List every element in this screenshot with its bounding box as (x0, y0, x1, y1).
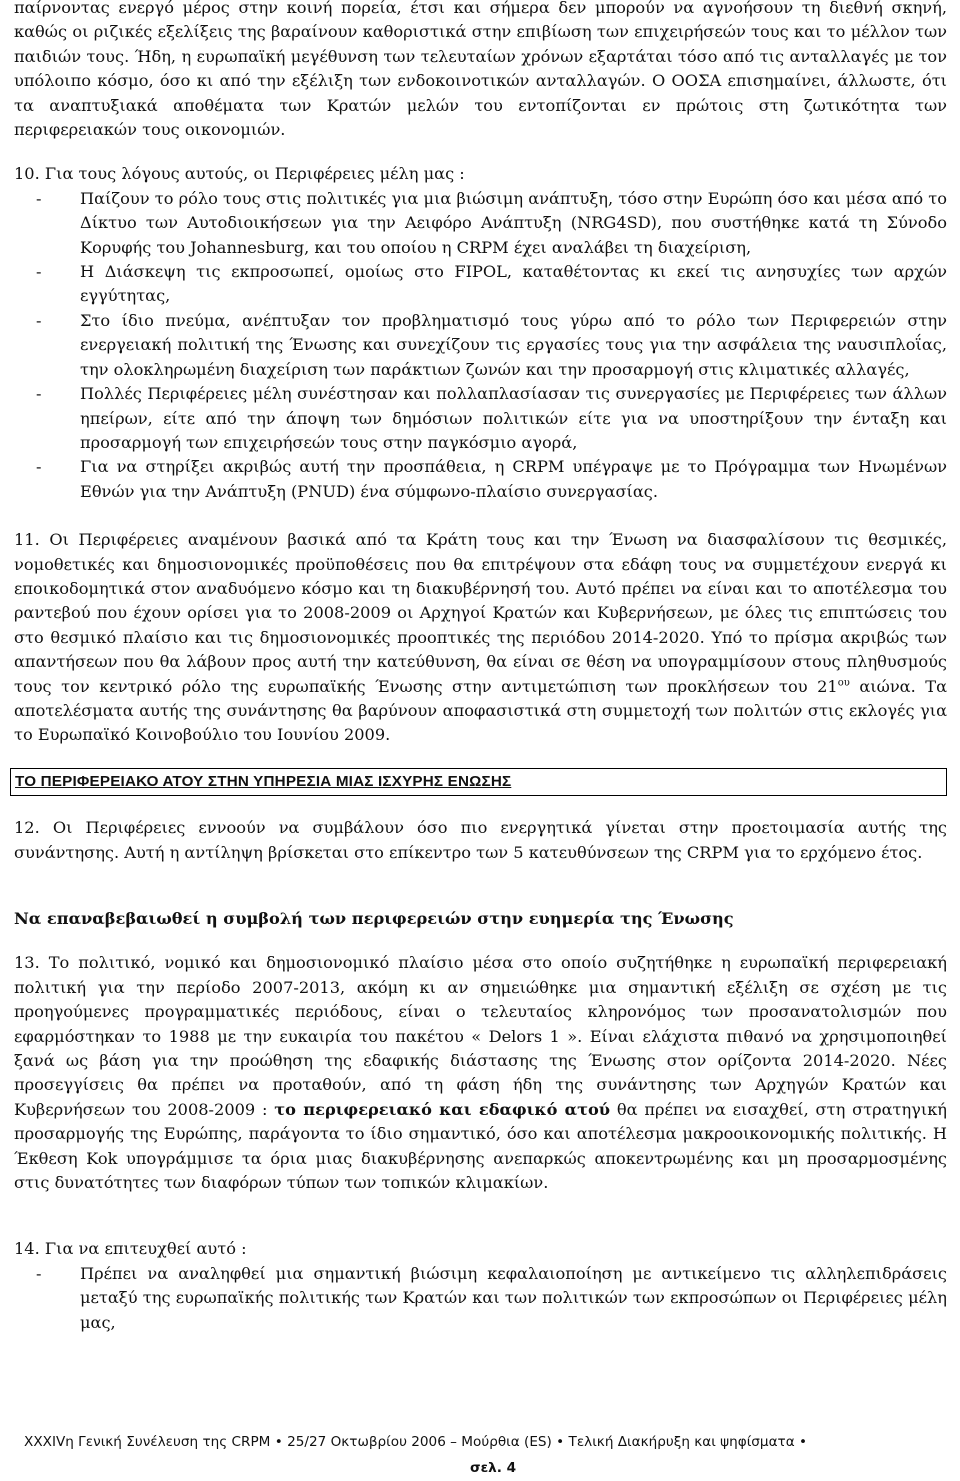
superscript: ου (837, 677, 850, 689)
page-footer: XXXIVη Γενική Συνέλευση της CRPM • 25/27 Οκτωβρίου 2006 – Μούρθια (ES) • Τελική Διακήρυξη και ψηφίσματα • (24, 1434, 808, 1450)
paragraph-number: 10. (14, 164, 40, 184)
intro-paragraph: παίρνοντας ενεργό μέρος στην κοινή πορεία, έτσι και σήμερα δεν μπορούν να αγνοήσουν τη διεθνή σκηνή, καθώς οι ριζικές εξελίξεις της βαραίνουν καθοριστικά στην επιβίωση των επιχειρήσεών τους και το μέλλον των παιδιών τους. Ήδη, η ευρωπαϊκή μεγέθυνση των τελευταίων χρόνων εξαρτάται τόσο από τις ανταλλαγές με τον υπόλοιπο κόσμο, όσο κι από την εξέλιξη των ενδοκοινοτικών ανταλλαγών. Ο ΟΟΣΑ επισημαίνει, άλλωστε, ότι τα αναπτυξιακά αποθέματα των Κρατών μελών του εντοπίζονται εν πρώτοις στη ζωτικότητα των περιφερειακών τους οικονομιών. (14, 0, 947, 140)
list-item: - Η Διάσκεψη τις εκπροσωπεί, ομοίως στο FIPOL, καταθέτοντας κι εκεί τις ανησυχίες των αρχών εγγύτητας, (36, 262, 947, 306)
list-item: - Παίζουν το ρόλο τους στις πολιτικές για μια βιώσιμη ανάπτυξη, τόσο στην Ευρώπη όσο και μέσα από το Δίκτυο των Αυτοδιοικήσεων για την Αειφόρο Ανάπτυξη (NRG4SD), που συστήθηκε κατά τη Σύνοδο Κορυφής του Johannesburg, και του οποίου η CRPM έχει αναλάβει τη διαχείριση, (36, 188, 947, 257)
list-item: - Στο ίδιο πνεύμα, ανέπτυξαν τον προβληματισμό τους γύρω από το ρόλο των Περιφερειών στην ενεργειακή πολιτική της Ένωσης και συνεχίζουν τις εργασίες τους για την ασφάλεια της ναυσιπλοΐας, την ολοκληρωμένη διαχείριση των παράκτιων ζωνών και την προσαρμογή στις κλιματικές αλλαγές, (36, 310, 947, 379)
paragraph-10-lead-text: Για τους λόγους αυτούς, οι Περιφέρειες μέλη μας : (44, 164, 465, 184)
list-item-text: Η Διάσκεψη τις εκπροσωπεί, ομοίως στο FIPOL, καταθέτοντας κι εκεί τις ανησυχίες των αρχών εγγύτητας, (80, 262, 947, 306)
paragraph-14-lead (14, 1237, 947, 1261)
list-item-text: Στο ίδιο πνεύμα, ανέπτυξαν τον προβληματισμό τους γύρω από το ρόλο των Περιφερειών στην ενεργειακή πολιτική της Ένωσης και συνεχίζουν τις εργασίες τους για την ασφάλεια της ναυσιπλοΐας, την ολοκληρωμένη διαχείριση των παράκτιων ζωνών και την προσαρμογή στις κλιματικές αλλαγές, (80, 310, 947, 379)
paragraph-14-lead-text: Για να επιτευχθεί αυτό : (44, 1239, 247, 1259)
paragraph-10-list (14, 187, 947, 504)
paragraph-12 (14, 816, 947, 865)
paragraph-13-text: Το πολιτικό, νομικό και δημοσιονομικό πλαίσιο μέσα στο οποίο συζητήθηκε η ευρωπαϊκή περιφερειακή πολιτική για την περίοδο 2007-2013, ακόμη κι αν σημειώθηκε μια σημαντική εξέλιξη σε σχέση με τις προηγούμενες προγραμματικές περιόδους, είναι ο τελευταίος κληρονόμος των προσανατολισμών που εφαρμόστηκαν το 1988 με την ευκαιρία του πακέτου « Delors 1 ». Είναι ελάχιστα πιθανό να χρησιμοποιηθεί ξανά ως βάση για την προώθηση της εδαφικής διάστασης της Ένωσης στον ορίζοντα 2014-2020. Νέες προσεγγίσεις θα πρέπει να προταθούν, από τη φάση ήδη της συνάντησης των Αρχηγών Κρατών και Κυβερνήσεων του 2008-2009 : (14, 953, 947, 1119)
paragraph-number: 14. (14, 1239, 40, 1259)
document-body (14, 0, 947, 1335)
section-heading-boxed: ΤΟ ΠΕΡΙΦΕΡΕΙΑΚΟ ΑΤΟΥ ΣΤΗΝ ΥΠΗΡΕΣΙΑ ΜΙΑΣ ΙΣΧΥΡΗΣ ΕΝΩΣΗΣ (10, 768, 947, 796)
page-number: σελ. 4 (470, 1460, 517, 1476)
paragraph-number: 11. (14, 530, 40, 550)
paragraph-13 (14, 951, 947, 1195)
paragraph-11-text-end: αιώνα. Τα αποτελέσματα αυτής της συνάντησης θα βαρύνουν αποφασιστικά στη συμμετοχή των πολιτών στις εκλογές για το Ευρωπαϊκό Κοινοβούλιο του Ιουνίου 2009. (14, 676, 947, 745)
list-item-text: Πολλές Περιφέρειες μέλη συνέστησαν και πολλαπλασίασαν τις συνεργασίες με Περιφέρειες των άλλων ηπείρων, είτε από την άποψη των δημόσιων πολιτικών είτε για να υποστηρίξουν την ένταξη και προσαρμογή των επιχειρήσεών τους στην παγκόσμιο αγορά, (80, 384, 947, 452)
paragraph-11-text: Οι Περιφέρειες αναμένουν βασικά από τα Κράτη τους και την Ένωση να διασφαλίσουν τις θεσμικές, νομοθετικές και δημοσιονομικές προϋποθέσεις που θα επιτρέψουν στα εδάφη τους να συμμετέχουν ενεργά κι εποικοδομητικά στον αναδυόμενο κόσμο και τη διακυβέρνησή του. Αυτό πρέπει να είναι και το αποτέλεσμα του ραντεβού που έχουν ορίσει για το 2008-2009 οι Αρχηγοί Κρατών και Κυβερνήσεων, με όλες τις επιπτώσεις του στο θεσμικό πλαίσιο και τις δημοσιονομικές προοπτικές της περιόδου 2014-2020. Υπό το πρίσμα ακριβώς των απαντήσεων που θα λάβουν προς αυτή την κατεύθυνση, θα είναι σε θέση να υπογραμμίσουν στους πληθυσμούς τους τον κεντρικό ρόλο της ευρωπαϊκής Ένωσης στην αντιμετώπιση των προκλήσεων του 21 (14, 530, 947, 696)
paragraph-number: 13. (14, 953, 40, 973)
paragraph-10-lead (14, 162, 947, 186)
bold-phrase: το περιφερειακό και εδαφικό ατού (274, 1099, 611, 1119)
paragraph-13-text-end: θα πρέπει να εισαχθεί, στη στρατηγική προσαρμογής της Ευρώπης, παράγοντα το ίδιο σημαντικό, όσο και αποτέλεσμα μακροοικονομικής πολιτικής. Η Έκθεση Kok υπογράμμισε τα όρια μιας διακυβέρνησης ανεπαρκώς αποκεντρωμένης και μη προσαρμοσμένης στις δυνατότητες των διαφόρων τύπων των τοπικών κλιμακίων. (14, 1099, 948, 1193)
list-item-text: Παίζουν το ρόλο τους στις πολιτικές για μια βιώσιμη ανάπτυξη, τόσο στην Ευρώπη όσο και μέσα από το Δίκτυο των Αυτοδιοικήσεων για την Αειφόρο Ανάπτυξη (NRG4SD), που συστήθηκε κατά τη Σύνοδο Κορυφής του Johannesburg, και του οποίου η CRPM έχει αναλάβει τη διαχείριση, (80, 188, 947, 257)
paragraph-12-text: Οι Περιφέρειες εννοούν να συμβάλουν όσο πιο ενεργητικά γίνεται στην προετοιμασία αυτής της συνάντησης. Αυτή η αντίληψη βρίσκεται στο επίκεντρο των 5 κατευθύνσεων της CRPM για το ερχόμενο έτος. (14, 818, 947, 862)
list-item: - Για να στηρίξει ακριβώς αυτή την προσπάθεια, η CRPM υπέγραψε με το Πρόγραμμα των Ηνωμένων Εθνών για την Ανάπτυξη (PNUD) ένα σύμφωνο-πλαίσιο συνεργασίας. (36, 457, 947, 501)
list-item: - Πολλές Περιφέρειες μέλη συνέστησαν και πολλαπλασίασαν τις συνεργασίες με Περιφέρειες των άλλων ηπείρων, είτε από την άποψη των δημόσιων πολιτικών είτε για να υποστηρίξουν την ένταξη και προσαρμογή των επιχειρήσεών τους στην παγκόσμιο αγορά, (36, 384, 947, 452)
paragraph-14-list (14, 1262, 947, 1335)
list-item-text: Πρέπει να αναληφθεί μια σημαντική βιώσιμη κεφαλαιοποίηση με αντικείμενο τις αλληλεπιδράσεις μεταξύ της ευρωπαϊκής πολιτικής των Κρατών και των πολιτικών των εκπροσώπων οι Περιφέρειες μέλη μας, (80, 1263, 947, 1332)
list-item-text: Για να στηρίξει ακριβώς αυτή την προσπάθεια, η CRPM υπέγραψε με το Πρόγραμμα των Ηνωμένων Εθνών για την Ανάπτυξη (PNUD) ένα σύμφωνο-πλαίσιο συνεργασίας. (80, 457, 947, 501)
list-item: - Πρέπει να αναληφθεί μια σημαντική βιώσιμη κεφαλαιοποίηση με αντικείμενο τις αλληλεπιδράσεις μεταξύ της ευρωπαϊκής πολιτικής των Κρατών και των πολιτικών των εκπροσώπων οι Περιφέρειες μέλη μας, (36, 1263, 947, 1332)
paragraph-11 (14, 528, 947, 748)
paragraph-number: 12. (14, 818, 40, 838)
section-heading: Να επαναβεβαιωθεί η συμβολή των περιφερειών στην ευημερία της Ένωσης (14, 909, 734, 928)
